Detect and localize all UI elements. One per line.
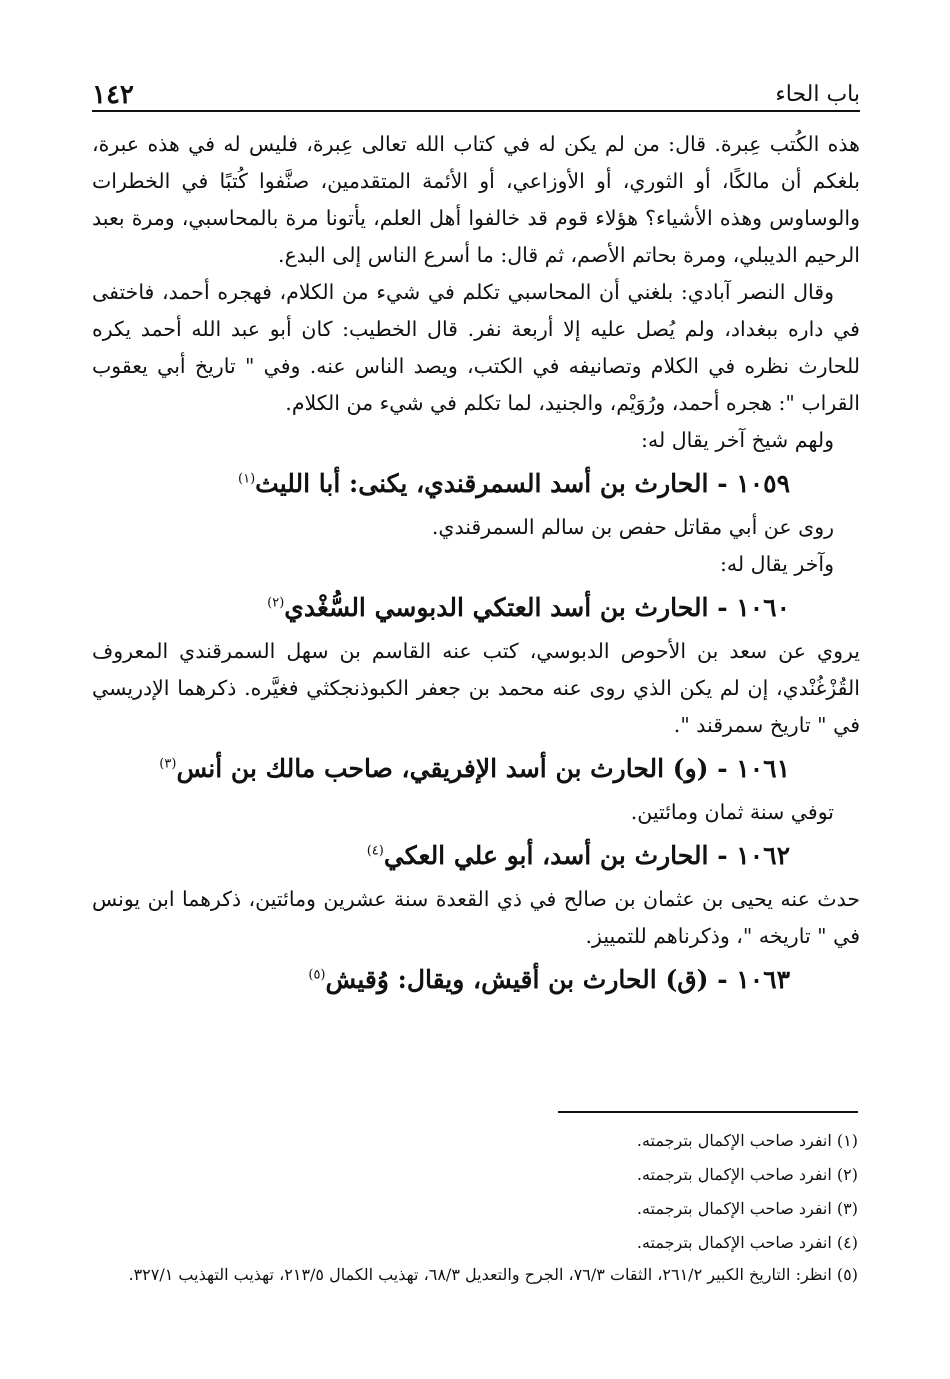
page-number: ١٤٢: [92, 80, 134, 110]
footnote-divider: [558, 1111, 858, 1113]
entry-title: ١٠٦١ - (و) الحارث بن أسد الإفريقي، صاحب مالك بن أنس: [176, 754, 790, 783]
running-header: [92, 70, 860, 112]
entry-heading-1061: [92, 746, 860, 792]
chapter-title: باب الحاء: [775, 82, 860, 107]
footnote-2: (٢) انفرد صاحب الإكمال بترجمته.: [636, 1165, 858, 1184]
paragraph: يروي عن سعد بن الأحوص الدبوسي، كتب عنه القاسم بن سهل السمرقندي المعروف القُزْغُنْدي، إن لم يكن الذي روى عنه محمد بن جعفر الكبوذنجكثي فغيَّره. ذكرهما الإدريسي في " تاريخ سمرقند ".: [92, 639, 860, 737]
entry-title: ١٠٦٢ - الحارث بن أسد، أبو علي العكي: [383, 841, 790, 870]
paragraph: روى عن أبي مقاتل حفص بن سالم السمرقندي.: [431, 515, 834, 539]
footnote-ref[interactable]: (٤): [366, 843, 384, 859]
entry-heading-1062: [92, 833, 860, 879]
book-page: [92, 70, 860, 1005]
footnote-ref[interactable]: (٥): [308, 967, 326, 983]
paragraph: وقال النصر آبادي: بلغني أن المحاسبي تكلم في شيء من الكلام، فهجره أحمد، فاختفى في داره ببغداد، ولم يُصل عليه إلا أربعة نفر. قال الخطيب: كان أبو عبد الله أحمد يكره للحارث نظره في الكلام وتصانيفه في الكتب، ويصد الناس عنه. وفي " تاريخ أبي يعقوب القراب ": هجره أحمد، ورُوَيْم، والجنيد، لما تكلم في شيء من الكلام.: [92, 280, 860, 415]
footnote-4: (٤) انفرد صاحب الإكمال بترجمته.: [636, 1233, 858, 1252]
main-text: [92, 126, 860, 1003]
entry-title: ١٠٥٩ - الحارث بن أسد السمرقندي، يكنى: أبا الليث: [255, 469, 790, 498]
paragraph: حدث عنه يحيى بن عثمان بن صالح في ذي القعدة سنة عشرين ومائتين، ذكرهما ابن يونس في " تاريخه "، وذكرناهم للتمييز.: [92, 887, 860, 948]
footnote-ref[interactable]: (٣): [159, 756, 177, 772]
entry-heading-1059: [92, 461, 860, 507]
paragraph: هذه الكُتب عِبرة. قال: من لم يكن له في كتاب الله تعالى عِبرة، فليس له في هذه عبرة، بلغكم أن مالكًا، أو الثوري، أو الأوزاعي، أو الأئمة المتقدمين، صنَّفوا كُتبًا في الخطرات والوساوس وهذه الأشياء؟ هؤلاء قوم قد خالفوا أهل العلم، يأتونا مرة بالمحاسبي، ومرة بعبد الرحيم الديبلي، ومرة بحاتم الأصم، ثم قال: ما أسرع الناس إلى البدع.: [92, 132, 860, 267]
footnotes: [90, 1124, 858, 1290]
entry-title: ١٠٦٣ - (ق) الحارث بن أقيش، ويقال: وُقيش: [325, 965, 790, 994]
footnote-5: (٥) انظر: التاريخ الكبير ٢٦١/٢، الثقات ٧٦/٣، الجرح والتعديل ٦٨/٣، تهذيب الكمال ٢١٣/٥، تهذيب التهذيب ٣٢٧/١.: [128, 1265, 858, 1284]
footnote-3: (٣) انفرد صاحب الإكمال بترجمته.: [636, 1199, 858, 1218]
footnote-1: (١) انفرد صاحب الإكمال بترجمته.: [636, 1131, 858, 1150]
entry-heading-1060: [92, 585, 860, 631]
footnote-ref[interactable]: (١): [238, 471, 256, 487]
paragraph: وآخر يقال له:: [720, 552, 834, 576]
entry-title: ١٠٦٠ - الحارث بن أسد العتكي الدبوسي السُّغْدي: [284, 593, 790, 622]
entry-heading-1063: [92, 957, 860, 1003]
paragraph: ولهم شيخ آخر يقال له:: [641, 428, 834, 452]
paragraph: توفي سنة ثمان ومائتين.: [630, 800, 834, 824]
footnote-ref[interactable]: (٢): [267, 595, 285, 611]
